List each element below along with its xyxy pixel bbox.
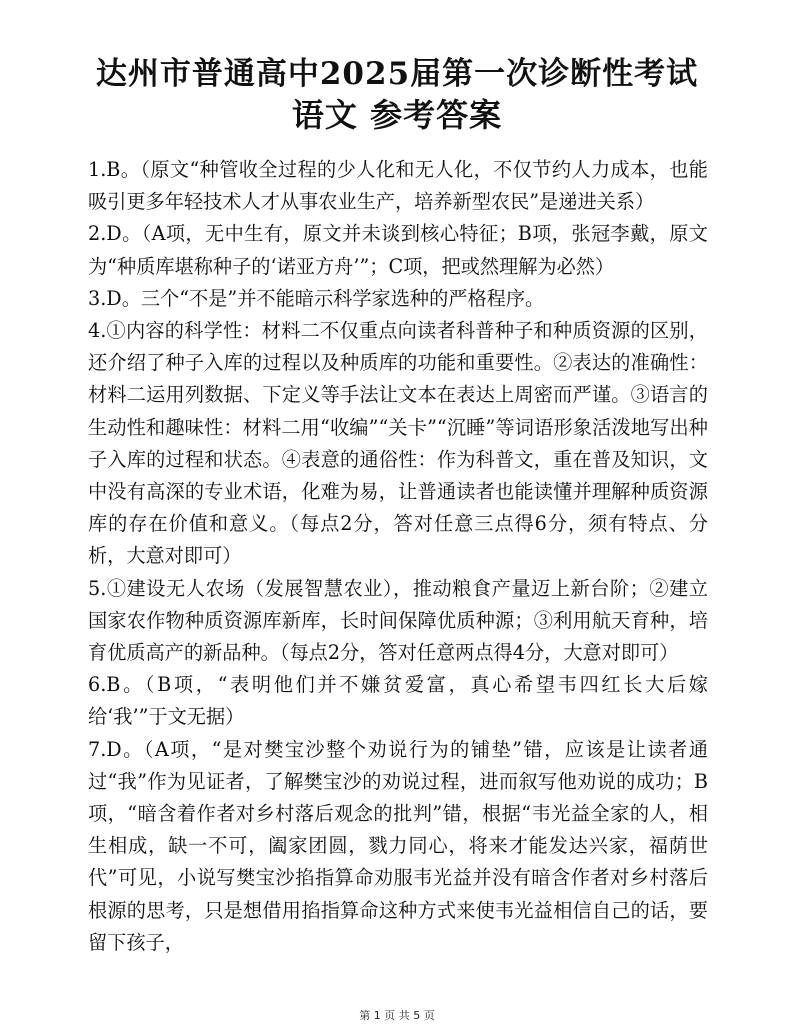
answer-item-2: 2.D。（A项，无中生有，原文并未谈到核心特征；B项，张冠李戴，原文为“种质库堪称种子的‘诺亚方舟’”；C项，把或然理解为必然）: [88, 222, 708, 278]
answer-list: [88, 154, 708, 959]
answer-item-4: 4.①内容的科学性：材料二不仅重点向读者科普种子和种质资源的区别，还介绍了种子入库的过程以及种质库的功能和重要性。②表达的准确性：材料二运用列数据、下定义等手法让文本在表达上周密而严谨。③语言的生动性和趣味性：材料二用“收编”“关卡”“沉睡”等词语形象活泼地写出种子入库的过程和状态。④表意的通俗性：作为科普文，重在普及知识，文中没有高深的专业术语，化难为易，让普通读者也能读懂并理解种质资源库的存在价值和意义。（每点2分，答对任意三点得6分，须有特点、分析，大意对即可）: [88, 319, 708, 568]
answer-item-6: 6.B。（B项，“表明他们并不嫌贫爱富，真心希望韦四红长大后嫁给‘我’”于文无据）: [88, 673, 708, 729]
page-subtitle: 语文 参考答案: [291, 96, 503, 134]
page-number: 第 1 页 共 5 页: [359, 1009, 435, 1022]
page-title: 达州市普通高中2025届第一次诊断性考试: [95, 56, 699, 92]
answer-item-1: 1.B。（原文“种管收全过程的少人化和无人化，不仅节约人力成本，也能吸引更多年轻技术人才从事农业生产，培养新型农民”是递进关系）: [88, 158, 708, 214]
answer-item-5: 5.①建设无人农场（发展智慧农业），推动粮食产量迈上新台阶；②建立国家农作物种质资源库新库，长时间保障优质种源；③利用航天育种，培育优质高产的新品种。（每点2分，答对任意两点得4分，大意对即可）: [88, 576, 708, 665]
answer-item-3: 3.D。三个“不是”并不能暗示科学家选种的严格程序。: [88, 286, 545, 310]
answer-item-7: 7.D。（A项，“是对樊宝沙整个劝说行为的铺垫”错，应该是让读者通过“我”作为见证者，了解樊宝沙的劝说过程，进而叙写他劝说的成功；B项，“暗含着作者对乡村落后观念的批判”错，根据“韦光益全家的人，相生相成，缺一不可，阖家团圆，戮力同心，将来才能发达兴家，福荫世代”可见，小说写樊宝沙掐指算命劝服韦光益并没有暗含作者对乡村落后根源的思考，只是想借用掐指算命这种方式来使韦光益相信自己的话，要留下孩子，: [88, 737, 708, 954]
